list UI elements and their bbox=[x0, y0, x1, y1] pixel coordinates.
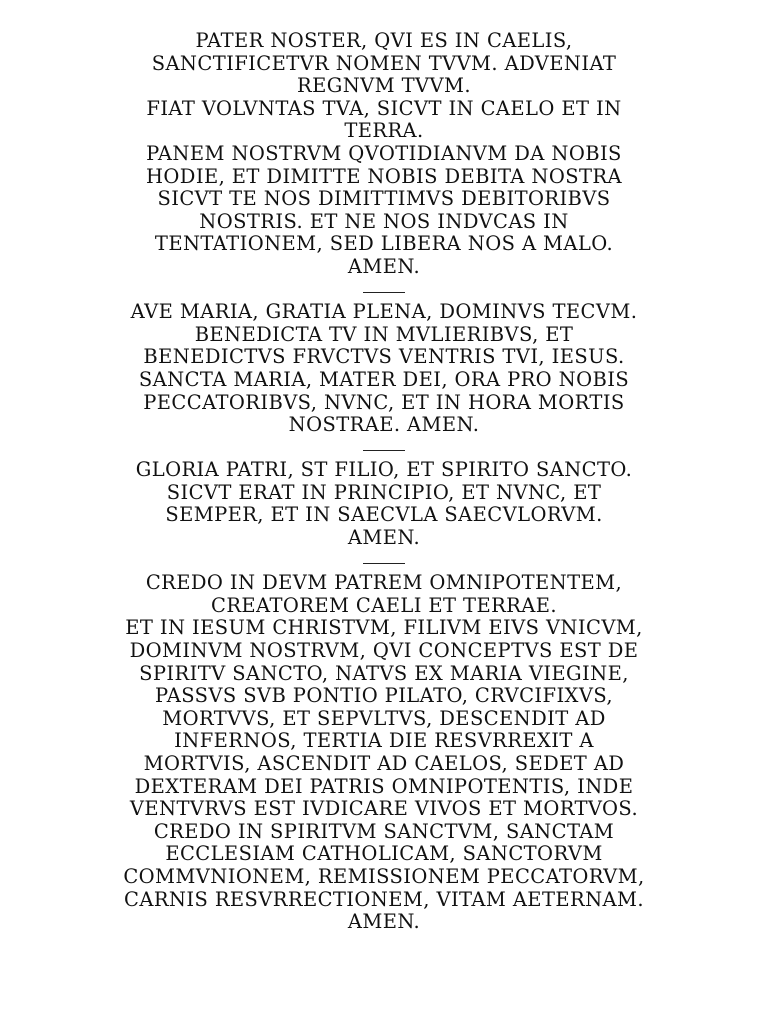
text-line: PECCATORIBVS, NVNC, ET IN HORA MORTIS bbox=[143, 390, 625, 414]
text-line: PANEM NOSTRVM QVOTIDIANVM DA NOBIS bbox=[146, 141, 622, 165]
gloria-patri-block bbox=[0, 459, 768, 549]
text-line: TERRA. bbox=[344, 119, 424, 143]
text-line: NOSTRIS. ET NE NOS INDVCAS IN bbox=[199, 209, 569, 233]
text-line: BENEDICTVS FRVCTVS VENTRIS TVI, IESUS. bbox=[143, 345, 625, 369]
text-line: DOMINVM NOSTRVM, QVI CONCEPTVS EST DE bbox=[129, 639, 639, 663]
divider-rule bbox=[363, 563, 405, 564]
divider-rule bbox=[363, 450, 405, 451]
divider-rule bbox=[363, 292, 405, 293]
text-line: CREATOREM CAELI ET TERRAE. bbox=[211, 593, 557, 617]
text-line: SANCTIFICETVR NOMEN TVVM. ADVENIAT bbox=[151, 51, 617, 75]
text-line: COMMVNIONEM, REMISSIONEM PECCATORVM, bbox=[123, 864, 645, 888]
pater-noster-block bbox=[0, 30, 768, 279]
text-line: SPIRITV SANCTO, NATVS EX MARIA VIEGINE, bbox=[139, 661, 629, 685]
text-line: CREDO IN DEVM PATREM OMNIPOTENTEM, bbox=[145, 571, 623, 595]
text-line: AMEN. bbox=[347, 526, 421, 550]
text-line: PASSVS SVB PONTIO PILATO, CRVCIFIXVS, bbox=[155, 684, 613, 708]
text-line: GLORIA PATRI, ST FILIO, ET SPIRITO SANCTO. bbox=[135, 458, 633, 482]
text-line: CREDO IN SPIRITVM SANCTVM, SANCTAM bbox=[153, 819, 615, 843]
text-line: AMEN. bbox=[347, 254, 421, 278]
text-line: SICVT ERAT IN PRINCIPIO, ET NVNC, ET bbox=[166, 480, 602, 504]
text-line: HODIE, ET DIMITTE NOBIS DEBITA NOSTRA bbox=[146, 164, 622, 188]
text-line: INFERNOS, TERTIA DIE RESVRREXIT A bbox=[174, 729, 594, 753]
text-line: PATER NOSTER, QVI ES IN CAELIS, bbox=[195, 29, 573, 52]
prayer-document bbox=[0, 30, 768, 934]
text-line: DEXTERAM DEI PATRIS OMNIPOTENTIS, INDE bbox=[134, 774, 634, 798]
text-line: BENEDICTA TV IN MVLIERIBVS, ET bbox=[194, 322, 574, 346]
section-divider bbox=[0, 437, 768, 460]
text-line: REGNVM TVVM. bbox=[297, 74, 471, 98]
text-line: MORTVIS, ASCENDIT AD CAELOS, SEDET AD bbox=[143, 752, 625, 775]
section-divider bbox=[0, 279, 768, 302]
section-divider bbox=[0, 550, 768, 573]
text-line: MORTVVS, ET SEPVLTVS, DESCENDIT AD bbox=[162, 706, 606, 730]
text-line: NOSTRAE. AMEN. bbox=[288, 413, 480, 437]
text-line: TENTATIONEM, SED LIBERA NOS A MALO. bbox=[154, 232, 614, 256]
text-line: SEMPER, ET IN SAECVLA SAECVLORVM. bbox=[165, 503, 603, 527]
credo-block bbox=[0, 572, 768, 934]
text-line: ECCLESIAM CATHOLICAM, SANCTORVM bbox=[165, 842, 603, 866]
text-line: SANCTA MARIA, MATER DEI, ORA PRO NOBIS bbox=[138, 367, 630, 391]
text-line: SICVT TE NOS DIMITTIMVS DEBITORIBVS bbox=[157, 187, 611, 211]
text-line: AMEN. bbox=[347, 910, 421, 934]
text-line: ET IN IESUM CHRISTVM, FILIVM EIVS VNICVM, bbox=[125, 616, 643, 640]
ave-maria-block bbox=[0, 301, 768, 437]
text-line: AVE MARIA, GRATIA PLENA, DOMINVS TECVM. bbox=[130, 300, 638, 324]
text-line: VENTVRVS EST IVDICARE VIVOS ET MORTVOS. bbox=[129, 797, 639, 821]
text-line: FIAT VOLVNTAS TVA, SICVT IN CAELO ET IN bbox=[146, 96, 622, 120]
text-line: CARNIS RESVRRECTIONEM, VITAM AETERNAM. bbox=[124, 887, 644, 911]
